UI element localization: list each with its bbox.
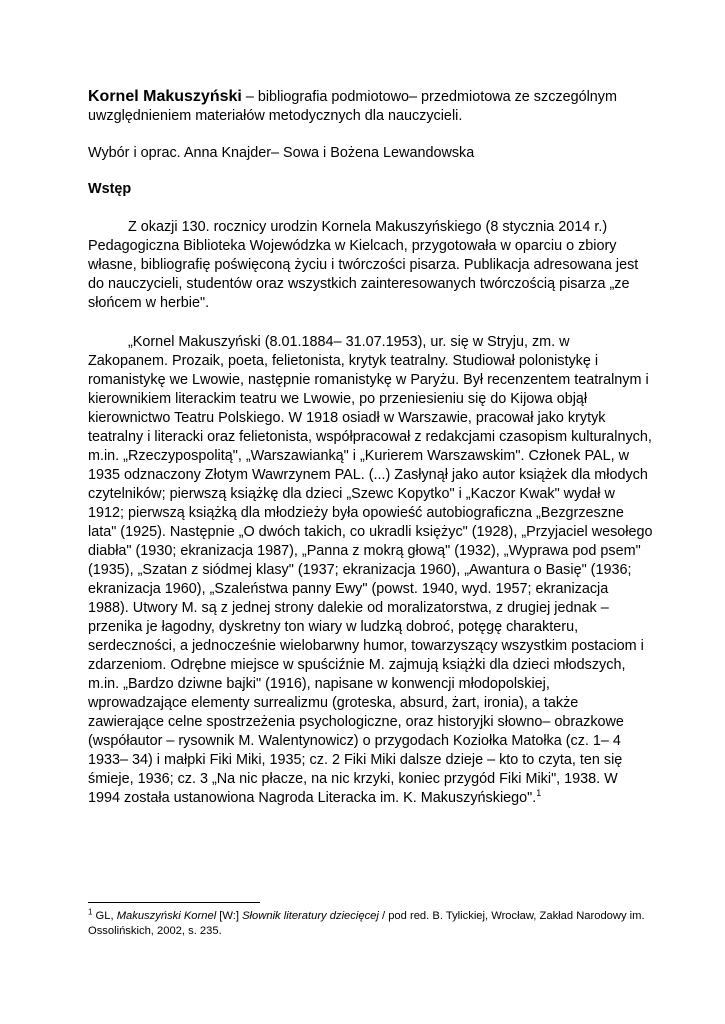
footnote-entry-title: Makuszyński Kornel (116, 910, 217, 922)
footnote-separator (88, 902, 260, 903)
biography-paragraph (88, 333, 653, 808)
section-heading: Wstęp (88, 181, 132, 197)
footnote-middle: [W:] (216, 910, 243, 922)
footnote-mark: 1 (88, 907, 93, 917)
author-name: Kornel Makuszyński (88, 88, 242, 105)
document-page (88, 87, 653, 808)
footnote-reference[interactable]: 1 (536, 788, 542, 799)
title-description: – bibliografia podmiotowo– przedmiotowa ze szczególnym uwzględnieniem materiałów metodycznych dla nauczycieli. (88, 89, 617, 124)
document-title (88, 87, 653, 126)
biography-text: „Kornel Makuszyński (8.01.1884– 31.07.1953), ur. się w Stryju, zm. w Zakopanem. Prozaik, poeta, felietonista, krytyk teatralny. Studiował polonistykę i romanistykę we Lwowie, następnie romanistykę w Paryżu. Był recenzentem teatralnym i kierownikiem literackim teatru we Lwowie, po przeniesieniu się do Kijowa objął kierownictwo Teatru Polskiego. W 1918 osiadł w Warszawie, pracował jako krytyk teatralny i literacki oraz felietonista, współpracował z redakcjami czasopism kulturalnych, m.in. „Rzeczypospolitą", „Warszawianką" i „Kurierem Warszawskim". Członek PAL, w 1935 odznaczony Złotym Wawrzynem PAL. (...) Zasłynął jako autor książek dla młodych czytelników; pierwszą książkę dla dzieci „Szewc Kopytko" i „Kaczor Kwak" wydał w 1912; pierwszą książką dla młodzieży była opowieść autobiograficzna „Bezgrzeszne lata" (1925). Następnie „O dwóch takich, co ukradli księżyc" (1928), „Przyjaciel wesołego diabła" (1930; ekranizacja 1987), „Panna z mokrą głową" (1932), „Wyprawa pod psem" (1935), „Szatan z siódmej klasy" (1937; ekranizacja 1960), „Awantura o Basię" (1936; ekranizacja 1960), „Szaleństwa panny Ewy" (powst. 1940, wyd. 1957; ekranizacja 1988). Utwory M. są z jednej strony dalekie od moralizatorstwa, z drugiej jednak – przenika je łagodny, dyskretny ton wiary w ludzką dobroć, potęgę charakteru, serdeczności, a jednocześnie wielobarwny humor, towarzyszący wszystkim postaciom i zdarzeniom. Odrębne miejsce w spuściźnie M. zajmują książki dla dzieci młodszych, m.in. „Bardzo dziwne bajki" (1916), napisane w konwencji młodopolskiej, wprowadzające elementy surrealizmu (groteska, absurd, żart, ironia), a także zawierające celne spostrzeżenia psychologiczne, oraz historyjki słowno– obrazkowe (współautor – rysownik M. Walentynowicz) o przygodach Koziołka Matołka (cz. 1– 4 1933– 34) i małpki Fiki Miki, 1935; cz. 2 Fiki Miki dalsze dzieje – kto to czyta, ten się śmieje, 1936; cz. 3 „Na nic płacze, na nic krzyki, koniec przygód Fiki Miki", 1938. W 1994 została ustanowiona Nagroda Literacka im. K. Makuszyńskiego". (88, 334, 653, 806)
footnote-source-title: Słownik literatury dziecięcej (242, 910, 379, 922)
footnote-prefix: GL, (92, 910, 117, 922)
compilers-line: Wybór i oprac. Anna Knajder– Sowa i Bożena Lewandowska (88, 145, 475, 161)
footnote-rest: / pod red. B. Tylickiej, Wrocław, Zakład Narodowy im. Ossolińskich, 2002, s. 235. (88, 910, 645, 937)
intro-paragraph: Z okazji 130. rocznicy urodzin Kornela Makuszyńskiego (8 stycznia 2014 r.) Pedagogiczna Biblioteka Wojewódzka w Kielcach, przygotowała w oparciu o zbiory własne, bibliografię poświęconą życiu i twórczości pisarza. Publikacja adresowana jest do nauczycieli, studentów oraz wszystkich zainteresowanych twórczością pisarza „ze słońcem w herbie". (88, 219, 639, 311)
footnote (88, 909, 653, 939)
